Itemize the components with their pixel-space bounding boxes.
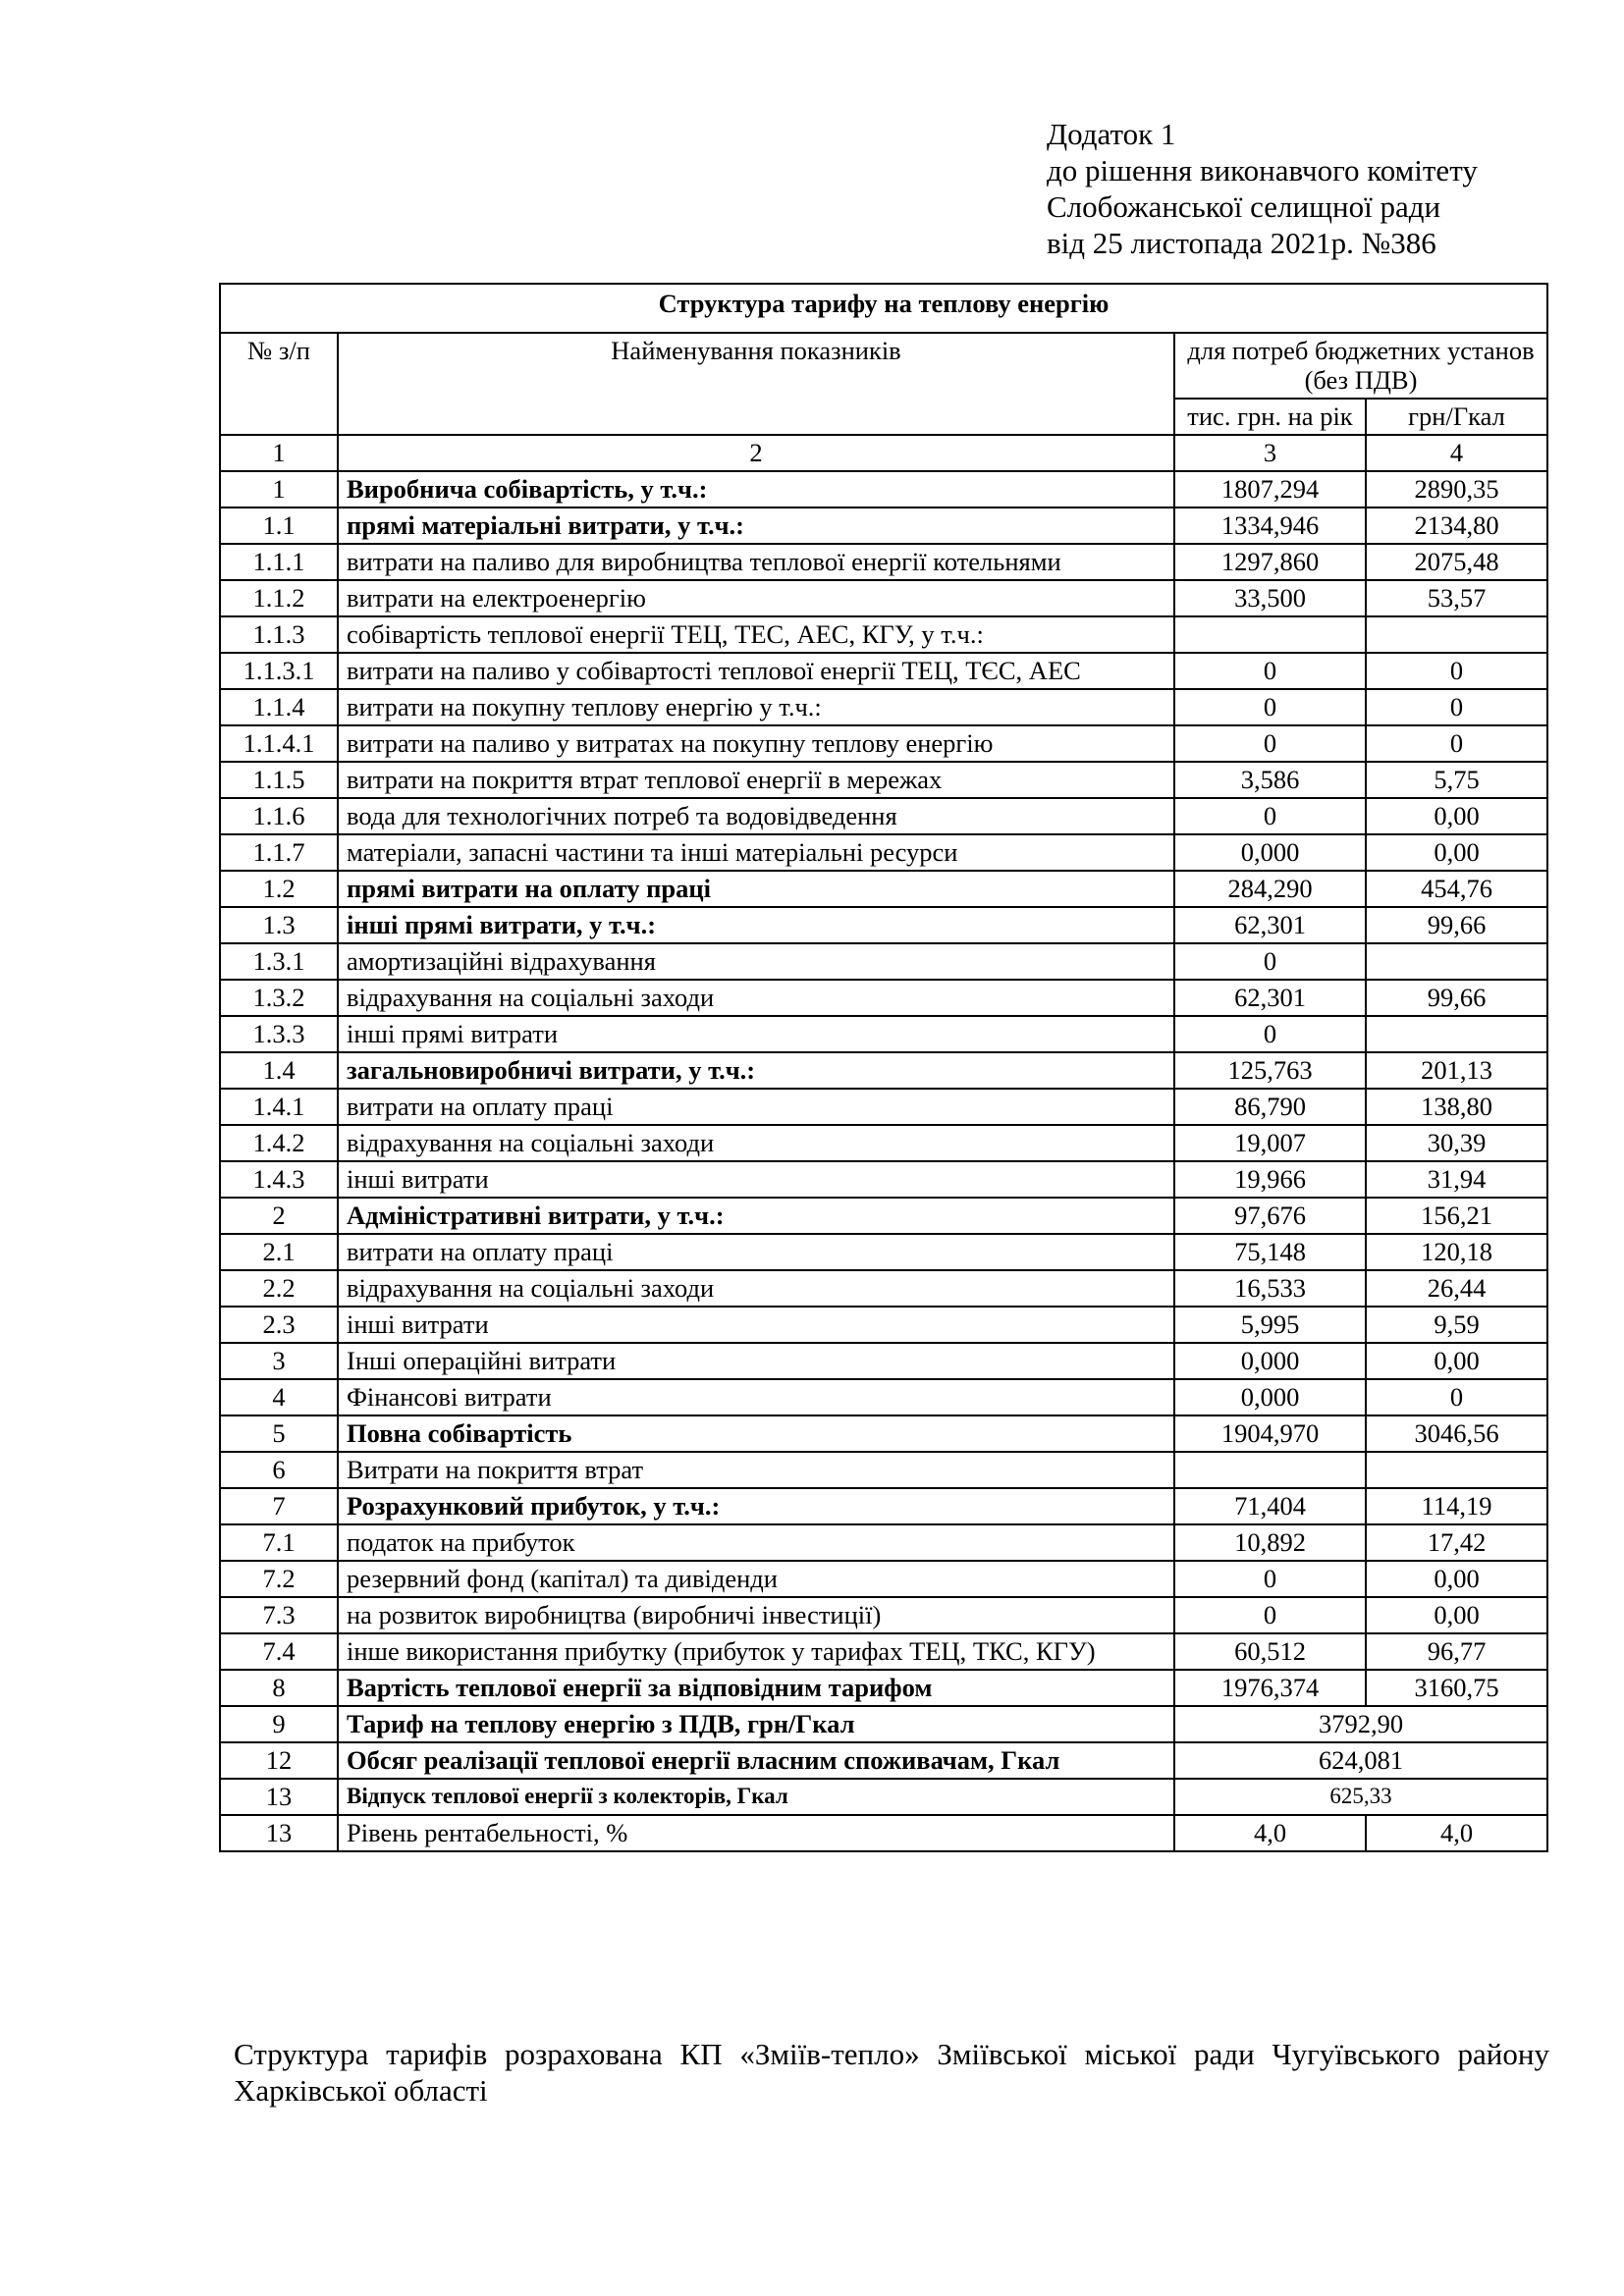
column-number: 3 [1174,435,1366,471]
row-value-uah-per-gcal: 2134,80 [1366,507,1547,544]
row-value-uah-per-gcal: 3046,56 [1366,1415,1547,1452]
row-name: відрахування на соціальні заходи [338,1125,1174,1161]
table-row [220,689,1547,725]
row-value-thousand-uah: 0 [1174,1561,1366,1597]
header-name: Найменування показників [338,333,1174,435]
row-name: Повна собівартість [338,1415,1174,1452]
row-number: 1.3.2 [220,980,338,1016]
row-value-thousand-uah [1174,1452,1366,1488]
row-number: 7.1 [220,1524,338,1561]
row-value-thousand-uah: 0 [1174,725,1366,762]
row-value-thousand-uah: 0,000 [1174,1379,1366,1415]
row-name: витрати на покриття втрат теплової енергії в мережах [338,762,1174,798]
table-row [220,1343,1547,1379]
row-name: відрахування на соціальні заходи [338,1270,1174,1307]
row-value-uah-per-gcal: 0 [1366,653,1547,689]
table-row [220,1234,1547,1270]
table-row [220,1307,1547,1343]
row-number: 2.3 [220,1307,338,1343]
row-name: Витрати на покриття втрат [338,1452,1174,1488]
row-value-uah-per-gcal: 0 [1366,689,1547,725]
row-number: 1.1.1 [220,544,338,580]
row-number: 1.3.3 [220,1016,338,1052]
table-row [220,871,1547,907]
row-name: Адміністративні витрати, у т.ч.: [338,1198,1174,1234]
row-number: 1.1.4.1 [220,725,338,762]
table-row [220,980,1547,1016]
row-value-thousand-uah: 19,966 [1174,1161,1366,1198]
row-number: 1.1 [220,507,338,544]
row-value-thousand-uah [1174,616,1366,653]
row-value-uah-per-gcal [1366,943,1547,980]
row-value-thousand-uah: 86,790 [1174,1089,1366,1125]
table-row [220,507,1547,544]
table-row [220,1524,1547,1561]
row-value-uah-per-gcal: 201,13 [1366,1052,1547,1089]
table-row [220,1779,1547,1815]
row-value-thousand-uah: 1807,294 [1174,471,1366,507]
row-name: собівартість теплової енергії ТЕЦ, ТЕС, АЕС, КГУ, у т.ч.: [338,616,1174,653]
row-value-thousand-uah: 0 [1174,653,1366,689]
row-number: 7.3 [220,1597,338,1633]
row-name: витрати на електроенергію [338,580,1174,616]
row-number: 13 [220,1779,338,1815]
table-row [220,1742,1547,1779]
table-body [220,471,1547,1851]
column-number: 2 [338,435,1174,471]
row-value-uah-per-gcal: 0 [1366,1379,1547,1415]
row-value-merged: 3792,90 [1174,1706,1547,1742]
table-row [220,1089,1547,1125]
row-number: 1.1.3.1 [220,653,338,689]
row-value-merged: 624,081 [1174,1742,1547,1779]
row-value-thousand-uah: 97,676 [1174,1198,1366,1234]
table-row [220,1125,1547,1161]
row-value-thousand-uah: 0 [1174,798,1366,834]
row-value-thousand-uah: 1904,970 [1174,1415,1366,1452]
table-row [220,1270,1547,1307]
row-number: 1.1.2 [220,580,338,616]
row-number: 1.1.5 [220,762,338,798]
row-value-uah-per-gcal: 30,39 [1366,1125,1547,1161]
table-row [220,1633,1547,1670]
row-value-uah-per-gcal: 2890,35 [1366,471,1547,507]
row-value-thousand-uah: 0 [1174,1597,1366,1633]
row-number: 2.2 [220,1270,338,1307]
row-number: 9 [220,1706,338,1742]
row-value-uah-per-gcal: 26,44 [1366,1270,1547,1307]
row-number: 1.2 [220,871,338,907]
row-number: 5 [220,1415,338,1452]
table-row [220,1561,1547,1597]
row-value-uah-per-gcal: 99,66 [1366,980,1547,1016]
row-name: резервний фонд (капітал) та дивіденди [338,1561,1174,1597]
row-value-thousand-uah: 284,290 [1174,871,1366,907]
row-value-thousand-uah: 1297,860 [1174,544,1366,580]
row-value-thousand-uah: 62,301 [1174,980,1366,1016]
row-number: 1.4.3 [220,1161,338,1198]
table-row [220,616,1547,653]
table-row [220,1161,1547,1198]
row-name: витрати на оплату праці [338,1234,1174,1270]
table-row [220,1670,1547,1706]
row-name: Інші операційні витрати [338,1343,1174,1379]
row-value-uah-per-gcal: 53,57 [1366,580,1547,616]
row-value-thousand-uah: 1976,374 [1174,1670,1366,1706]
row-value-thousand-uah: 4,0 [1174,1815,1366,1851]
row-value-thousand-uah: 75,148 [1174,1234,1366,1270]
row-value-uah-per-gcal: 0,00 [1366,798,1547,834]
tariff-table [219,283,1548,1852]
row-value-thousand-uah: 62,301 [1174,907,1366,943]
row-value-thousand-uah: 0 [1174,943,1366,980]
table-row [220,1488,1547,1524]
table-title: Структура тарифу на теплову енергію [220,284,1547,333]
row-name: витрати на паливо у витратах на покупну теплову енергію [338,725,1174,762]
table-row [220,907,1547,943]
row-value-uah-per-gcal: 454,76 [1366,871,1547,907]
row-number: 7 [220,1488,338,1524]
header-col3: тис. грн. на рік [1174,399,1366,435]
row-number: 2 [220,1198,338,1234]
table-row [220,1379,1547,1415]
row-name: Обсяг реалізації теплової енергії власним споживачам, Гкал [338,1742,1174,1779]
row-value-thousand-uah: 1334,946 [1174,507,1366,544]
row-value-uah-per-gcal: 0,00 [1366,1597,1547,1633]
row-name: матеріали, запасні частини та інші матеріальні ресурси [338,834,1174,871]
row-value-uah-per-gcal: 0,00 [1366,1561,1547,1597]
row-number: 4 [220,1379,338,1415]
row-name: інші витрати [338,1161,1174,1198]
row-value-uah-per-gcal: 0,00 [1366,834,1547,871]
row-value-thousand-uah: 0,000 [1174,1343,1366,1379]
row-number: 1.3.1 [220,943,338,980]
addendum-line: Слобожанської селищної ради [1047,189,1441,224]
table-row [220,1415,1547,1452]
row-name: Відпуск теплової енергії з колекторів, Гкал [338,1779,1174,1815]
addendum-line: до рішення виконавчого комітету [1047,153,1478,187]
row-number: 7.4 [220,1633,338,1670]
row-name: інші прямі витрати, у т.ч.: [338,907,1174,943]
row-value-uah-per-gcal: 2075,48 [1366,544,1547,580]
row-number: 1.1.4 [220,689,338,725]
addendum-line: Додаток 1 [1047,117,1176,151]
row-name: витрати на паливо у собівартості теплової енергії ТЕЦ, ТЄС, АЕС [338,653,1174,689]
table-row [220,1052,1547,1089]
row-value-thousand-uah: 71,404 [1174,1488,1366,1524]
row-number: 6 [220,1452,338,1488]
table-row [220,1815,1547,1851]
row-number: 1.4 [220,1052,338,1089]
row-name: відрахування на соціальні заходи [338,980,1174,1016]
row-name: інші витрати [338,1307,1174,1343]
row-name: прямі витрати на оплату праці [338,871,1174,907]
row-name: витрати на паливо для виробництва теплової енергії котельнями [338,544,1174,580]
row-name: витрати на оплату праці [338,1089,1174,1125]
row-name: прямі матеріальні витрати, у т.ч.: [338,507,1174,544]
row-value-thousand-uah: 5,995 [1174,1307,1366,1343]
header-col4: грн/Гкал [1366,399,1547,435]
row-value-uah-per-gcal: 138,80 [1366,1089,1547,1125]
row-value-merged: 625,33 [1174,1779,1547,1815]
row-value-uah-per-gcal [1366,1452,1547,1488]
table-row [220,653,1547,689]
table-row [220,1706,1547,1742]
row-value-uah-per-gcal: 0 [1366,725,1547,762]
row-number: 2.1 [220,1234,338,1270]
addendum-block [1047,116,1478,261]
row-name: інше використання прибутку (прибуток у тарифах ТЕЦ, ТКС, КГУ) [338,1633,1174,1670]
row-name: інші прямі витрати [338,1016,1174,1052]
row-name: Рівень рентабельності, % [338,1815,1174,1851]
row-value-uah-per-gcal: 17,42 [1366,1524,1547,1561]
row-value-uah-per-gcal: 9,59 [1366,1307,1547,1343]
row-name: Вартість теплової енергії за відповідним тарифом [338,1670,1174,1706]
header-row [220,333,1547,399]
row-number: 1.3 [220,907,338,943]
row-value-thousand-uah: 10,892 [1174,1524,1366,1561]
row-name: Фінансові витрати [338,1379,1174,1415]
table-row [220,1016,1547,1052]
row-value-uah-per-gcal: 31,94 [1366,1161,1547,1198]
row-value-thousand-uah: 0,000 [1174,834,1366,871]
row-value-uah-per-gcal [1366,616,1547,653]
row-value-uah-per-gcal [1366,1016,1547,1052]
row-value-thousand-uah: 125,763 [1174,1052,1366,1089]
row-number: 3 [220,1343,338,1379]
row-number: 7.2 [220,1561,338,1597]
table-row [220,1452,1547,1488]
row-name: на розвиток виробництва (виробничі інвестиції) [338,1597,1174,1633]
row-value-thousand-uah: 0 [1174,689,1366,725]
row-value-thousand-uah: 19,007 [1174,1125,1366,1161]
table-title-row [220,284,1547,333]
table-row [220,834,1547,871]
row-number: 1.1.6 [220,798,338,834]
row-value-thousand-uah: 33,500 [1174,580,1366,616]
row-number: 8 [220,1670,338,1706]
column-number: 1 [220,435,338,471]
row-value-uah-per-gcal: 114,19 [1366,1488,1547,1524]
row-value-thousand-uah: 16,533 [1174,1270,1366,1307]
row-number: 1.4.1 [220,1089,338,1125]
row-name: амортизаційні відрахування [338,943,1174,980]
row-value-uah-per-gcal: 4,0 [1366,1815,1547,1851]
row-number: 13 [220,1815,338,1851]
row-number: 1.1.7 [220,834,338,871]
row-name: Тариф на теплову енергію з ПДВ, грн/Гкал [338,1706,1174,1742]
table-row [220,762,1547,798]
column-number: 4 [1366,435,1547,471]
table-row [220,943,1547,980]
row-number: 1.4.2 [220,1125,338,1161]
table-row [220,1597,1547,1633]
row-name: податок на прибуток [338,1524,1174,1561]
row-value-uah-per-gcal: 99,66 [1366,907,1547,943]
header-no: № з/п [220,333,338,435]
row-value-thousand-uah: 60,512 [1174,1633,1366,1670]
row-number: 1 [220,471,338,507]
row-value-uah-per-gcal: 0,00 [1366,1343,1547,1379]
row-name: витрати на покупну теплову енергію у т.ч.: [338,689,1174,725]
table-row [220,1198,1547,1234]
footnote: Структура тарифів розрахована КП «Зміїв-тепло» Зміївської міської ради Чугуївського району Харківської області [234,2037,1549,2108]
table-row [220,580,1547,616]
row-number: 1.1.3 [220,616,338,653]
row-name: вода для технологічних потреб та водовідведення [338,798,1174,834]
row-name: Виробнича собівартість, у т.ч.: [338,471,1174,507]
row-value-uah-per-gcal: 3160,75 [1366,1670,1547,1706]
row-number: 12 [220,1742,338,1779]
row-name: Розрахунковий прибуток, у т.ч.: [338,1488,1174,1524]
row-name: загальновиробничі витрати, у т.ч.: [338,1052,1174,1089]
row-value-uah-per-gcal: 156,21 [1366,1198,1547,1234]
row-value-uah-per-gcal: 5,75 [1366,762,1547,798]
table-row [220,544,1547,580]
row-value-uah-per-gcal: 96,77 [1366,1633,1547,1670]
row-value-uah-per-gcal: 120,18 [1366,1234,1547,1270]
column-number-row [220,435,1547,471]
table-row [220,725,1547,762]
header-group: для потреб бюджетних установ (без ПДВ) [1174,333,1547,399]
row-value-thousand-uah: 0 [1174,1016,1366,1052]
table-row [220,798,1547,834]
row-value-thousand-uah: 3,586 [1174,762,1366,798]
addendum-line: від 25 листопада 2021р. №386 [1047,226,1436,260]
table-row [220,471,1547,507]
